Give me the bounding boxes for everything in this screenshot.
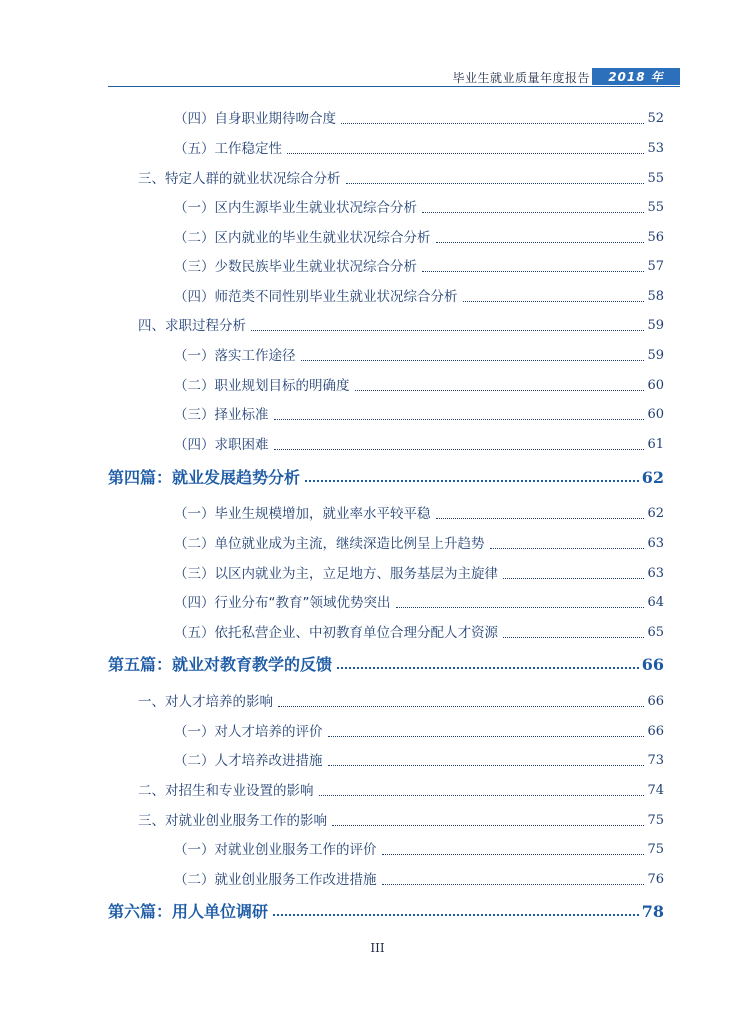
- toc-entry-label: （二）人才培养改进措施: [174, 753, 323, 769]
- page-header: [108, 68, 680, 87]
- toc-entry-label: （五）依托私营企业、中初教育单位合理分配人才资源: [174, 625, 498, 641]
- toc-entry-page: 60: [647, 407, 664, 422]
- toc-entry-label: （二）就业创业服务工作改进措施: [174, 872, 377, 888]
- toc-entry-label: （一）毕业生规模增加，就业率水平较平稳: [174, 506, 431, 522]
- toc-entry-label: 二、对招生和专业设置的影响: [138, 783, 314, 799]
- dot-leader: [341, 123, 644, 124]
- dot-leader: [278, 706, 644, 707]
- dot-leader: [396, 607, 645, 608]
- toc-entry-page: 57: [647, 259, 664, 274]
- toc-entry-label: （五）工作稳定性: [174, 141, 282, 157]
- toc-section[interactable]: [138, 812, 664, 830]
- dot-leader: [328, 736, 645, 737]
- toc-section[interactable]: [138, 693, 664, 711]
- toc-entry-label: 一、对人才培养的影响: [138, 694, 273, 710]
- toc-entry[interactable]: [174, 624, 664, 642]
- toc-part-label: 第五篇：就业对教育教学的反馈: [108, 655, 333, 674]
- toc-part[interactable]: [108, 903, 664, 921]
- dot-leader: [382, 854, 645, 855]
- toc-section[interactable]: [138, 782, 664, 800]
- toc-entry-label: 三、对就业创业服务工作的影响: [138, 813, 327, 829]
- toc-entry[interactable]: [174, 258, 664, 276]
- page-number: III: [370, 941, 385, 955]
- toc-entry[interactable]: [174, 535, 664, 553]
- toc-entry[interactable]: [174, 377, 664, 395]
- toc-section[interactable]: [138, 170, 664, 188]
- dot-leader: [305, 480, 639, 482]
- toc-entry[interactable]: [174, 436, 664, 454]
- toc-entry-page: 59: [647, 348, 664, 363]
- dot-leader: [332, 825, 644, 826]
- toc-entry-label: （二）职业规划目标的明确度: [174, 378, 350, 394]
- toc-entry-page: 63: [647, 536, 664, 551]
- toc-entry[interactable]: [174, 841, 664, 859]
- toc-entry-page: 76: [647, 872, 664, 887]
- toc-part-page: 78: [641, 902, 664, 921]
- year-badge: 2018 年: [592, 68, 680, 85]
- dot-leader: [287, 153, 644, 154]
- toc-entry-page: 58: [647, 289, 664, 304]
- toc-entry-page: 53: [647, 141, 664, 156]
- toc-entry-label: （二）区内就业的毕业生就业状况综合分析: [174, 230, 431, 246]
- toc-entry-page: 63: [647, 566, 664, 581]
- dot-leader: [273, 914, 639, 916]
- dot-leader: [503, 578, 644, 579]
- toc-entry-page: 66: [647, 724, 664, 739]
- toc-section[interactable]: [138, 317, 664, 335]
- dot-leader: [319, 795, 645, 796]
- dot-leader: [251, 330, 644, 331]
- toc-entry-page: 55: [647, 171, 664, 186]
- dot-leader: [328, 765, 645, 766]
- toc-entry-page: 52: [647, 111, 664, 126]
- toc-part[interactable]: [108, 656, 664, 674]
- toc-part-label: 第六篇：用人单位调研: [108, 902, 269, 921]
- toc-entry-label: （一）落实工作途径: [174, 348, 296, 364]
- toc-entry-label: （三）少数民族毕业生就业状况综合分析: [174, 259, 417, 275]
- dot-leader: [346, 183, 645, 184]
- dot-leader: [422, 212, 644, 213]
- toc-entry-page: 66: [647, 694, 664, 709]
- toc-entry-label: （一）对就业创业服务工作的评价: [174, 842, 377, 858]
- toc-entry[interactable]: [174, 110, 664, 128]
- toc-entry-label: （四）求职困难: [174, 437, 269, 453]
- toc-entry[interactable]: [174, 871, 664, 889]
- dot-leader: [436, 242, 645, 243]
- toc-entry[interactable]: [174, 752, 664, 770]
- toc-entry-label: （四）行业分布“教育”领域优势突出: [174, 595, 391, 611]
- toc-part-page: 66: [641, 655, 664, 674]
- toc-part-page: 62: [641, 468, 664, 487]
- toc-entry[interactable]: [174, 594, 664, 612]
- toc-entry-page: 62: [647, 506, 664, 521]
- dot-leader: [422, 271, 644, 272]
- dot-leader: [490, 548, 645, 549]
- toc-entry-page: 61: [647, 437, 664, 452]
- toc-entry[interactable]: [174, 406, 664, 424]
- toc-entry-page: 75: [647, 842, 664, 857]
- dot-leader: [337, 667, 639, 669]
- dot-leader: [355, 390, 645, 391]
- dot-leader: [382, 884, 645, 885]
- toc-entry-page: 56: [647, 230, 664, 245]
- dot-leader: [503, 637, 644, 638]
- toc-entry[interactable]: [174, 288, 664, 306]
- toc-entry-label: （二）单位就业成为主流，继续深造比例呈上升趋势: [174, 536, 485, 552]
- toc-entry-page: 73: [647, 753, 664, 768]
- toc-entry-label: （四）师范类不同性别毕业生就业状况综合分析: [174, 289, 458, 305]
- toc-entry-label: 四、求职过程分析: [138, 318, 246, 334]
- toc-entry[interactable]: [174, 565, 664, 583]
- toc-entry[interactable]: [174, 347, 664, 365]
- toc-entry-page: 74: [647, 783, 664, 798]
- toc-entry[interactable]: [174, 140, 664, 158]
- toc-entry-page: 64: [647, 595, 664, 610]
- dot-leader: [274, 449, 645, 450]
- toc-entry[interactable]: [174, 229, 664, 247]
- toc-entry-page: 55: [647, 200, 664, 215]
- toc-entry-label: （三）择业标准: [174, 407, 269, 423]
- dot-leader: [463, 301, 645, 302]
- toc-entry[interactable]: [174, 723, 664, 741]
- toc-entry-page: 75: [647, 813, 664, 828]
- report-title: 毕业生就业质量年度报告: [452, 71, 590, 85]
- toc-entry-label: （四）自身职业期待吻合度: [174, 111, 336, 127]
- dot-leader: [274, 419, 645, 420]
- toc-entry-label: （三）以区内就业为主，立足地方、服务基层为主旋律: [174, 566, 498, 582]
- toc-entry-page: 65: [647, 625, 664, 640]
- toc-entry-label: （一）对人才培养的评价: [174, 724, 323, 740]
- toc-entry-page: 59: [647, 318, 664, 333]
- toc-entry-label: （一）区内生源毕业生就业状况综合分析: [174, 200, 417, 216]
- toc-entry[interactable]: [174, 199, 664, 217]
- toc-part[interactable]: [108, 469, 664, 487]
- toc-entry[interactable]: [174, 505, 664, 523]
- dot-leader: [301, 360, 645, 361]
- dot-leader: [436, 518, 645, 519]
- toc-entry-label: 三、特定人群的就业状况综合分析: [138, 171, 341, 187]
- toc-part-label: 第四篇：就业发展趋势分析: [108, 468, 301, 487]
- toc-entry-page: 60: [647, 378, 664, 393]
